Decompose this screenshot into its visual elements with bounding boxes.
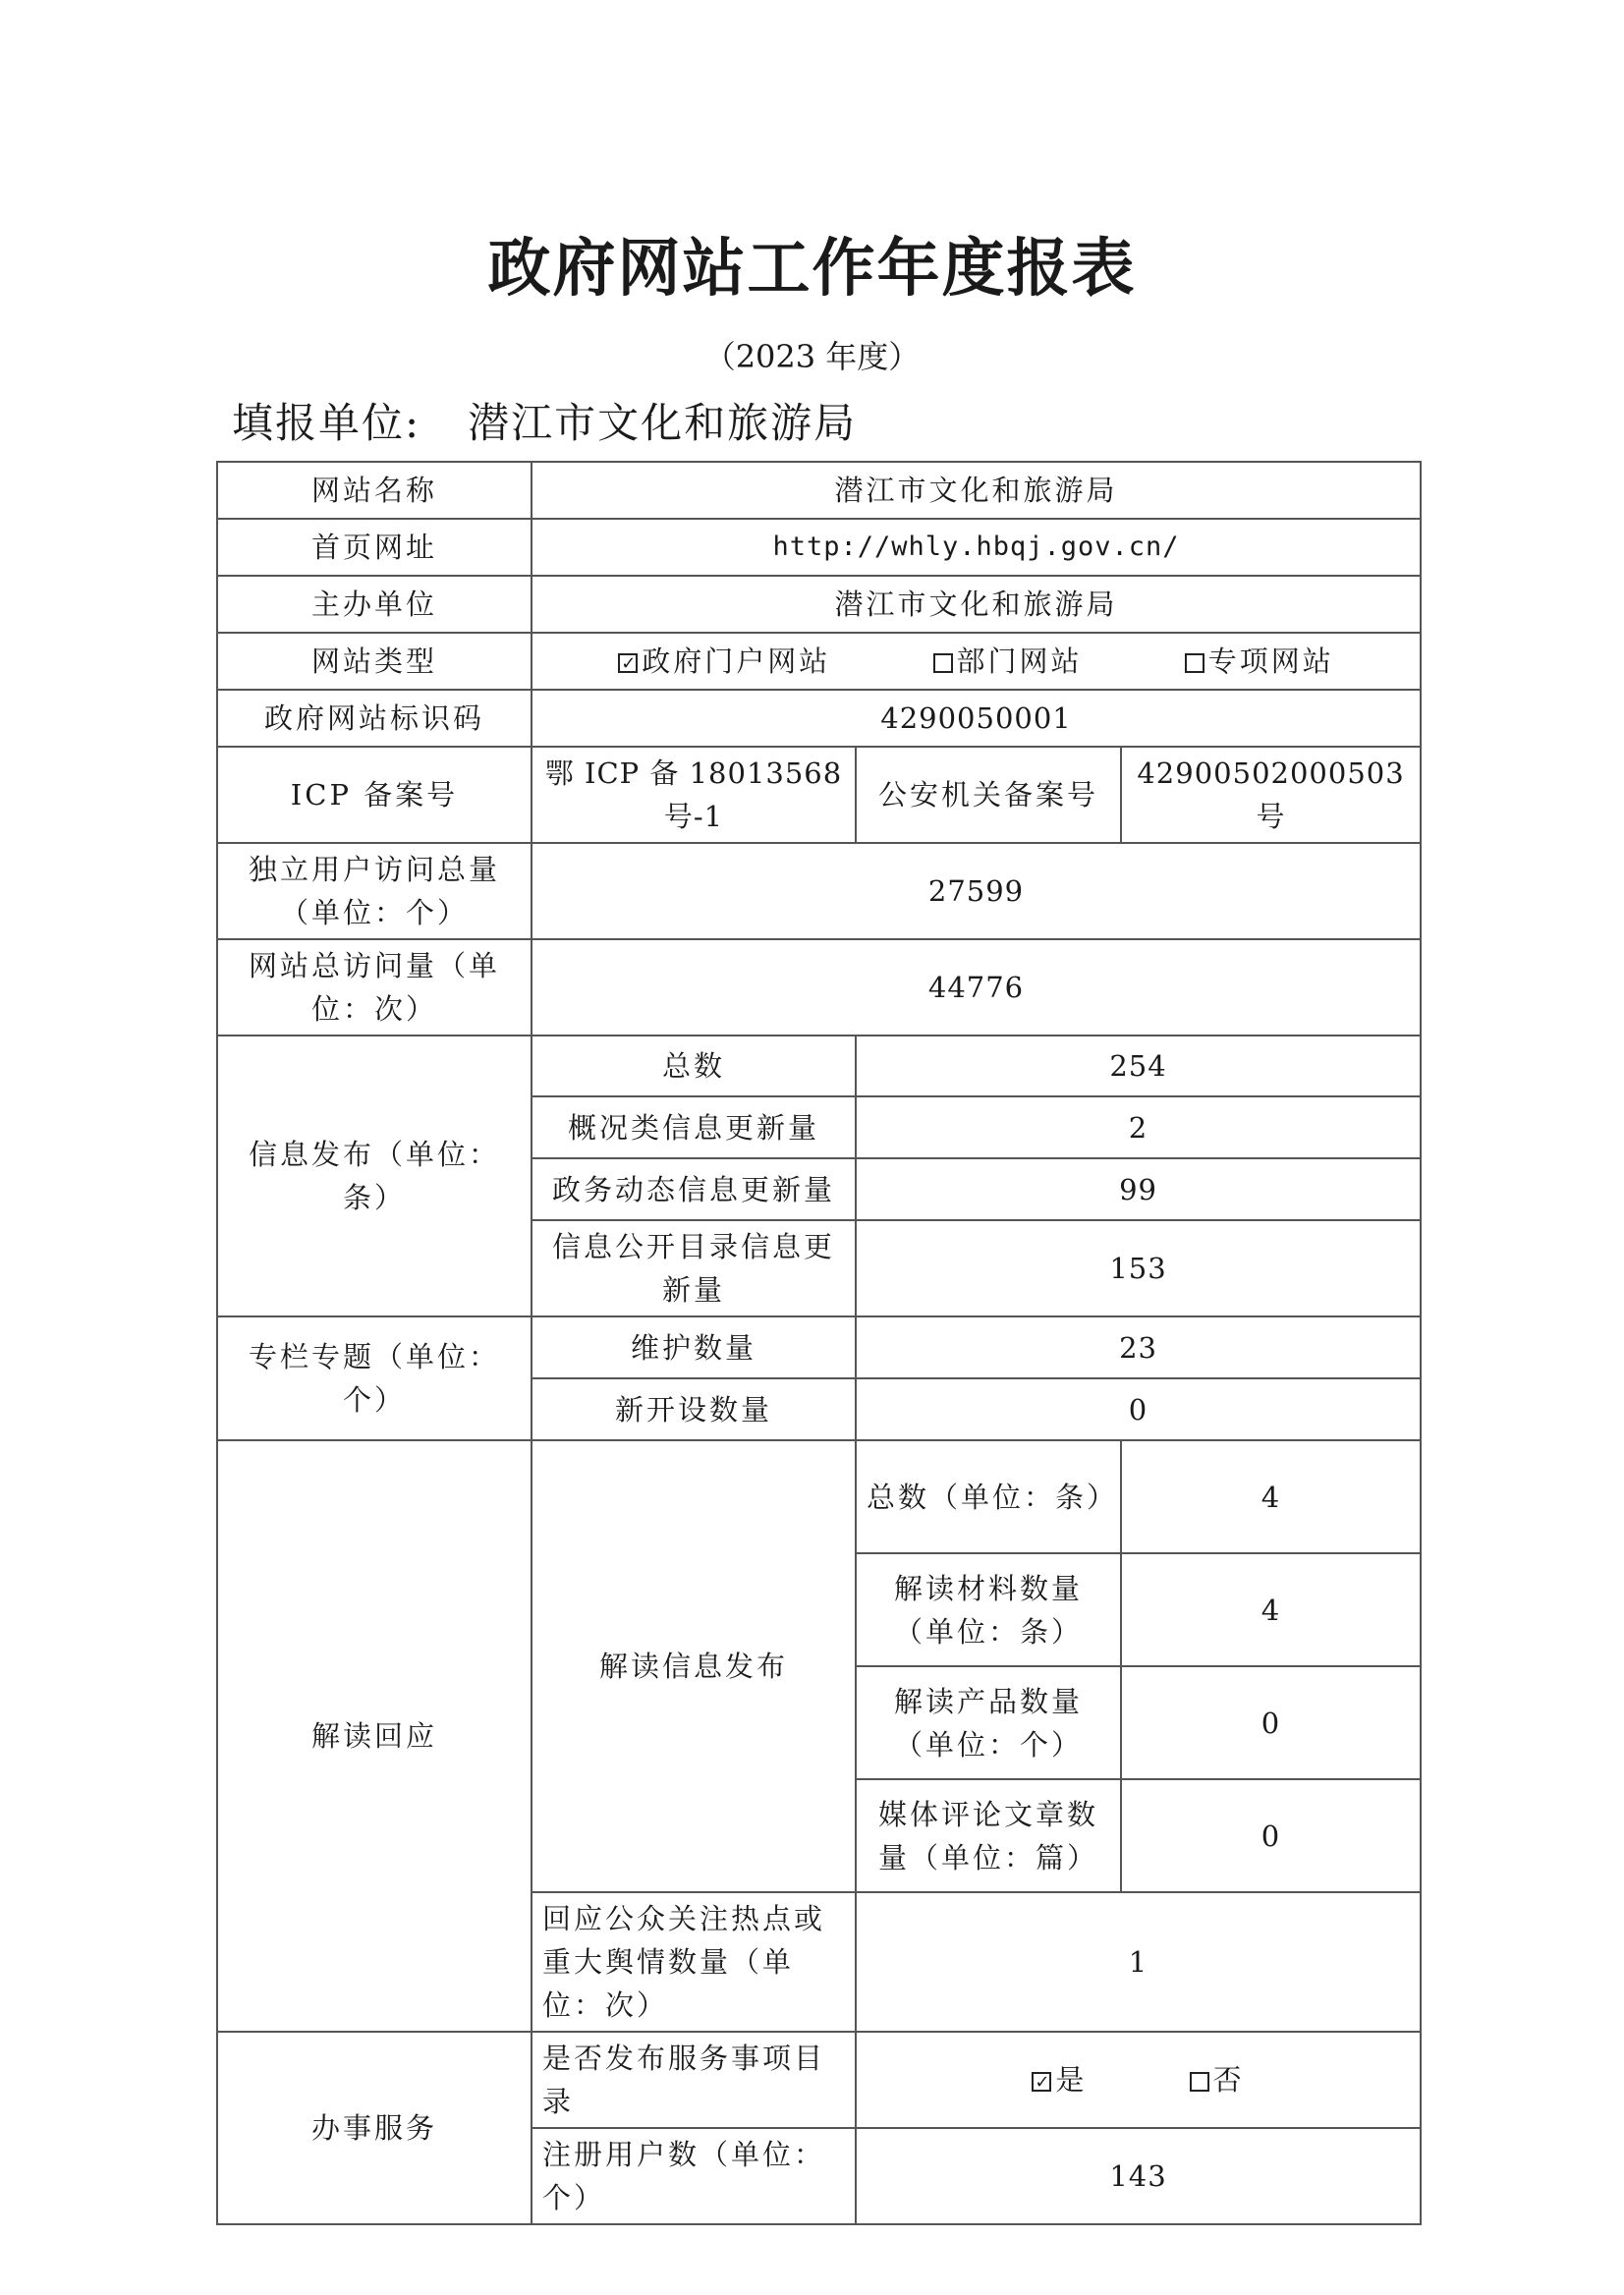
report-table xyxy=(216,461,1422,2225)
registered-users-value: 143 xyxy=(856,2128,1421,2224)
unique-visitors-label: 独立用户访问总量（单位：个） xyxy=(217,843,532,939)
response-value: 1 xyxy=(856,1892,1421,2032)
row-interp-total xyxy=(217,1440,1421,1553)
service-catalog-label: 是否发布服务事项目录 xyxy=(532,2032,856,2128)
row-sponsor xyxy=(217,576,1421,633)
reporting-unit-value: 潜江市文化和旅游局 xyxy=(468,399,858,447)
response-label: 回应公众关注热点或重大舆情数量（单位：次） xyxy=(532,1892,856,2032)
interp-item-label: 总数（单位：条） xyxy=(856,1440,1121,1553)
interp-item-value: 4 xyxy=(1121,1553,1421,1666)
sponsor-value: 潜江市文化和旅游局 xyxy=(532,576,1421,633)
police-record-value: 42900502000503 号 xyxy=(1121,747,1421,843)
columns-label: 专栏专题（单位：个） xyxy=(217,1316,532,1440)
info-release-label: 信息发布（单位：条） xyxy=(217,1036,532,1316)
checked-box-icon xyxy=(1032,2072,1051,2092)
interp-item-value: 4 xyxy=(1121,1440,1421,1553)
interpretation-sub-label: 解读信息发布 xyxy=(532,1440,856,1892)
info-item-label: 概况类信息更新量 xyxy=(532,1096,856,1158)
row-info-total xyxy=(217,1036,1421,1096)
site-type-option-portal[interactable]: ✓ 政府门户网站 xyxy=(618,640,830,683)
site-type-label: 网站类型 xyxy=(217,633,532,690)
row-site-id xyxy=(217,690,1421,747)
site-name-label: 网站名称 xyxy=(217,462,532,519)
interp-item-label: 解读产品数量（单位：个） xyxy=(856,1666,1121,1779)
row-total-visits xyxy=(217,939,1421,1036)
interp-item-value: 0 xyxy=(1121,1779,1421,1892)
police-record-label: 公安机关备案号 xyxy=(856,747,1121,843)
columns-item-value: 0 xyxy=(856,1378,1421,1440)
info-item-label: 政务动态信息更新量 xyxy=(532,1158,856,1220)
row-unique-visitors xyxy=(217,843,1421,939)
info-item-label: 信息公开目录信息更新量 xyxy=(532,1220,856,1316)
interpretation-label: 解读回应 xyxy=(217,1440,532,2032)
sponsor-label: 主办单位 xyxy=(217,576,532,633)
icp-label: ICP 备案号 xyxy=(217,747,532,843)
report-year: （2023 年度） xyxy=(703,338,921,375)
row-columns-maintained xyxy=(217,1316,1421,1378)
unique-visitors-value: 27599 xyxy=(532,843,1421,939)
row-icp xyxy=(217,747,1421,843)
registered-users-label: 注册用户数（单位：个） xyxy=(532,2128,856,2224)
homepage-url: http://whly.hbqj.gov.cn/ xyxy=(532,519,1421,576)
total-visits-label: 网站总访问量（单位：次） xyxy=(217,939,532,1036)
interp-item-label: 解读材料数量（单位：条） xyxy=(856,1553,1121,1666)
total-visits-value: 44776 xyxy=(532,939,1421,1036)
columns-item-label: 维护数量 xyxy=(532,1316,856,1378)
columns-item-value: 23 xyxy=(856,1316,1421,1378)
info-item-value: 2 xyxy=(856,1096,1421,1158)
info-item-value: 99 xyxy=(856,1158,1421,1220)
homepage-label: 首页网址 xyxy=(217,519,532,576)
page-title: 政府网站工作年度报表 xyxy=(487,232,1137,306)
services-label: 办事服务 xyxy=(217,2032,532,2224)
interp-item-label: 媒体评论文章数量（单位：篇） xyxy=(856,1779,1121,1892)
site-id-value: 4290050001 xyxy=(532,690,1421,747)
interp-item-value: 0 xyxy=(1121,1666,1421,1779)
row-service-catalog xyxy=(217,2032,1421,2128)
row-site-type xyxy=(217,633,1421,690)
site-type-options xyxy=(532,633,1421,690)
info-item-value: 153 xyxy=(856,1220,1421,1316)
row-site-name xyxy=(217,462,1421,519)
checkbox-icon xyxy=(1185,653,1204,673)
site-type-option-special[interactable]: 专项网站 xyxy=(1185,640,1334,683)
site-id-label: 政府网站标识码 xyxy=(217,690,532,747)
columns-item-label: 新开设数量 xyxy=(532,1378,856,1440)
info-item-value: 254 xyxy=(856,1036,1421,1096)
info-item-label: 总数 xyxy=(532,1036,856,1096)
service-catalog-option-yes[interactable]: ✓是 xyxy=(1032,2058,1087,2101)
site-type-option-department[interactable]: 部门网站 xyxy=(933,640,1083,683)
row-homepage xyxy=(217,519,1421,576)
icp-value: 鄂 ICP 备 18013568 号-1 xyxy=(532,747,856,843)
service-catalog-options xyxy=(856,2032,1421,2128)
reporting-unit xyxy=(232,391,857,450)
reporting-unit-label: 填报单位: xyxy=(232,399,421,447)
site-name-value: 潜江市文化和旅游局 xyxy=(532,462,1421,519)
service-catalog-option-no[interactable]: 否 xyxy=(1190,2058,1245,2101)
checked-box-icon xyxy=(618,653,638,673)
checkbox-icon xyxy=(933,653,953,673)
checkbox-icon xyxy=(1190,2072,1209,2092)
